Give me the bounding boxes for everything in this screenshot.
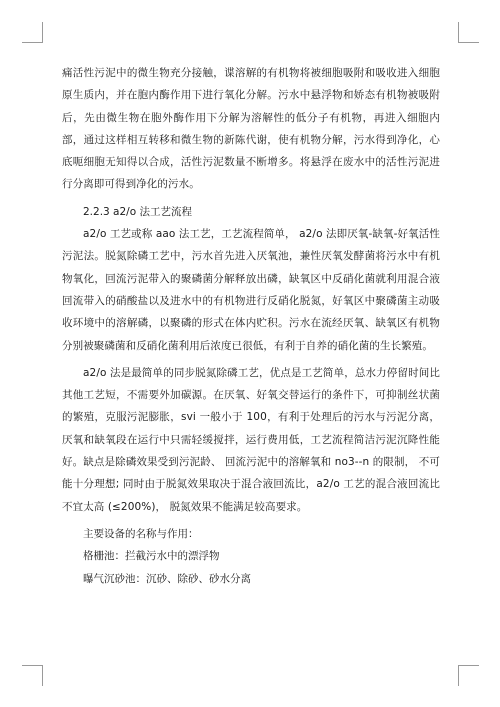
paragraph-a2o-pros-cons: a2/o 法是最简单的同步脱氮除磷工艺，优点是工艺简单，总水力停留时间比其他工艺短，不需要外加碳源。在厌氧、好氧交替运行的条件下，可抑制丝状菌的繁殖，克服污泥膨胀，svi 一般小于 100，有利于处理后的污水与污泥分离，厌氧和缺氧段在运行中只需轻缓搅拌，运行费用低，工艺流程简洁污泥沉降性能好。缺点是除磷效果受到污泥龄、 回流污泥中的溶解氧和 no3--n 的限制， 不可能十分理想; 同时由于脱氮效果取决于混合液回流比，a2/o 工艺的混合液回流比不宜太高 (≤200%)， 脱氮效果不能满足较高要求。 — [62, 366, 440, 513]
paragraph-a2o-process: a2/o 工艺或称 aao 法工艺，工艺流程简单， a2/o 法即厌氧-缺氧-好氧活性污泥法。脱氮除磷工艺中，污水首先进入厌氧池，兼性厌氧发酵菌将污水中有机物氧化，回流污泥带入的聚磷菌分解释放出磷，缺氧区中反硝化菌就利用混合液回流带入的硝酸盐以及进水中的有机物进行反硝化脱氮，好氧区中聚磷菌主动吸收环境中的溶解磷，以聚磷的形式在体内贮积。污水在流经厌氧、缺氧区有机物分别被聚磷菌和反硝化菌利用后浓度已很低，有利于自养的硝化菌的生长繁殖。 — [62, 228, 440, 352]
document-body — [62, 62, 440, 590]
crop-mark-top-left — [22, 22, 43, 43]
paragraph-activated-sludge: 痛活性污泥中的微生物充分接触，谍溶解的有机物将被细胞吸附和吸收进入细胞原生质内，并在胞内酶作用下进行氧化分解。污水中悬浮物和娇态有机物被吸附后，先由微生物在胞外酶作用下分解为溶解性的低分子有机物，再进入细胞内部，通过这样相互转移和微生物的新陈代谢，使有机物分解，污水得到净化，心底呃细胞无知得以合成，活性污泥数量不断增多。将悬浮在废水中的活性污泥进行分离即可得到净化的污水。 — [62, 67, 440, 191]
equipment-item: 曝气沉砂池：沉砂、除砂、砂水分离 — [83, 572, 251, 585]
crop-mark-top-right — [458, 22, 479, 43]
equipment-intro: 主要设备的名称与作用： — [83, 527, 199, 540]
crop-mark-bottom-right — [458, 665, 479, 686]
crop-mark-bottom-left — [22, 665, 43, 686]
equipment-item: 格栅池：拦截污水中的漂浮物 — [83, 550, 220, 563]
section-heading: 2.2.3 a2/o 法工艺流程 — [83, 205, 192, 218]
